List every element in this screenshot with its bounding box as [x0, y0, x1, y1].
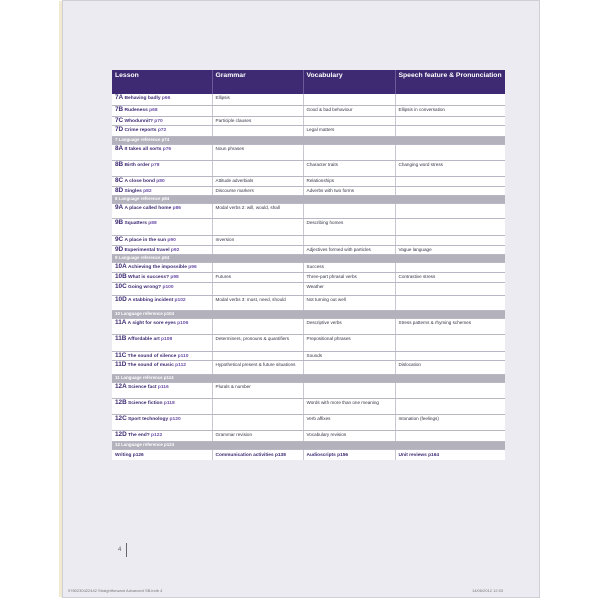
grammar-cell: Participle clauses [212, 116, 303, 126]
grammar-cell: Ellipsis [212, 94, 303, 105]
lesson-title: Sport technology [128, 417, 169, 423]
lesson-page: p122 [151, 433, 163, 439]
lesson-code: 7D [115, 126, 124, 134]
lesson-row [112, 351, 505, 361]
language-reference-label[interactable]: 10 Language reference p104 [112, 310, 505, 318]
grammar-cell: Hypothetical present & future situations [212, 361, 303, 375]
speech-cell: Contrastive stress [395, 273, 505, 283]
lesson-page: p68 [149, 107, 158, 113]
lesson-page: p78 [151, 163, 160, 169]
lesson-cell[interactable] [112, 204, 212, 219]
lesson-title: Birth order [124, 163, 150, 169]
lesson-cell[interactable] [112, 383, 212, 399]
speech-cell [395, 126, 505, 137]
lesson-code: 11C [115, 351, 127, 359]
vocabulary-cell: Adjectives formed with particles [303, 245, 395, 255]
lesson-cell[interactable] [112, 273, 212, 283]
language-reference-label[interactable]: 7 Language reference p74 [112, 137, 505, 145]
language-reference-row[interactable] [112, 137, 505, 145]
lesson-code: 11B [115, 334, 127, 342]
lesson-page: p106 [177, 320, 189, 326]
grammar-cell: Discourse markers [212, 186, 303, 196]
lesson-title: Squatters [124, 221, 148, 227]
vocabulary-cell: Three-part phrasal verbs [303, 273, 395, 283]
language-reference-label[interactable]: 8 Language reference p84 [112, 196, 505, 204]
vocabulary-cell: Success [303, 263, 395, 273]
vocabulary-cell: Sounds [303, 351, 395, 361]
speech-cell: Changing word stress [395, 161, 505, 177]
lesson-code: 12C [115, 415, 127, 423]
grammar-cell: Grammar revision [212, 431, 303, 442]
vocabulary-cell: Describing homes [303, 219, 395, 236]
lesson-cell[interactable] [112, 161, 212, 177]
lesson-cell[interactable] [112, 282, 212, 295]
lesson-code: 12A [115, 383, 127, 391]
speech-cell [395, 295, 505, 310]
lesson-cell[interactable] [112, 318, 212, 334]
lesson-code: 9B [115, 219, 124, 227]
language-reference-label[interactable]: 12 Language reference p124 [112, 442, 505, 450]
lesson-cell[interactable] [112, 295, 212, 310]
lesson-row [112, 415, 505, 431]
lesson-code: 10C [115, 282, 127, 290]
lesson-code: 9A [115, 204, 124, 212]
lesson-row [112, 145, 505, 161]
vocabulary-cell: Legal matters [303, 126, 395, 137]
speech-cell [395, 399, 505, 415]
speech-cell [395, 177, 505, 187]
grammar-cell [212, 282, 303, 295]
lesson-cell[interactable] [112, 263, 212, 273]
grammar-cell [212, 161, 303, 177]
footer-unit-reviews[interactable]: Unit reviews p164 [395, 450, 505, 460]
lesson-cell[interactable] [112, 236, 212, 246]
lesson-page: p110 [177, 353, 189, 359]
vocabulary-cell [303, 116, 395, 126]
lesson-row [112, 105, 505, 116]
lesson-cell[interactable] [112, 126, 212, 137]
footer-communication[interactable]: Communication activities p138 [212, 450, 303, 460]
speech-cell: Intonation (feelings) [395, 415, 505, 431]
lesson-code: 7A [115, 94, 124, 101]
print-slug-right: 14/06/2012 12:03 [472, 588, 504, 593]
lesson-code: 10A [115, 263, 127, 271]
print-slug-left: 9780230422442 Straightforward Advanced SB.indb 4 [68, 588, 163, 593]
lesson-cell[interactable] [112, 186, 212, 196]
lesson-title: A close bond [124, 179, 155, 185]
lesson-page: p82 [143, 188, 152, 194]
grammar-cell [212, 245, 303, 255]
lesson-title: What is success? [128, 275, 170, 281]
lesson-title: Affordable art [127, 336, 160, 342]
language-reference-label[interactable]: 9 Language reference p94 [112, 255, 505, 263]
speech-cell: Vague language [395, 245, 505, 255]
lesson-title: A sight for sore eyes [127, 320, 176, 326]
lesson-cell[interactable] [112, 351, 212, 361]
table-header-row [112, 70, 505, 94]
lesson-row [112, 383, 505, 399]
speech-cell: Dislocation [395, 361, 505, 375]
grammar-cell: Attitude adverbials [212, 177, 303, 187]
grammar-cell [212, 105, 303, 116]
lesson-cell[interactable] [112, 105, 212, 116]
language-reference-row[interactable] [112, 196, 505, 204]
lesson-cell[interactable] [112, 334, 212, 351]
lesson-row [112, 177, 505, 187]
vocabulary-cell: Not turning out well [303, 295, 395, 310]
lesson-page: p100 [162, 284, 174, 290]
lesson-title: Experimental travel [124, 247, 170, 253]
lesson-row [112, 161, 505, 177]
speech-cell [395, 219, 505, 236]
speech-cell: Stress patterns & rhyming schemes [395, 318, 505, 334]
lesson-cell[interactable] [112, 361, 212, 375]
lesson-title: Going wrong? [128, 284, 162, 290]
speech-cell [395, 263, 505, 273]
lesson-row [112, 219, 505, 236]
lesson-page: p92 [170, 247, 180, 253]
header-vocabulary: Vocabulary [303, 70, 395, 94]
grammar-cell: Modal verbs 3: must, need, should [212, 295, 303, 310]
lesson-row [112, 263, 505, 273]
lesson-page: p90 [167, 238, 176, 244]
grammar-cell [212, 219, 303, 236]
speech-cell [395, 186, 505, 196]
lesson-title: It takes all sorts [124, 147, 162, 153]
lesson-cell[interactable] [112, 245, 212, 255]
lesson-title: Whodunnit? [124, 118, 153, 124]
lesson-row [112, 318, 505, 334]
lesson-page: p86 [172, 206, 182, 212]
speech-cell [395, 145, 505, 161]
vocabulary-cell: Verb affixes [303, 415, 395, 431]
vocabulary-cell: Character traits [303, 161, 395, 177]
lesson-page: p88 [148, 221, 157, 227]
lesson-title: Science fact [128, 385, 157, 391]
speech-cell [395, 334, 505, 351]
grammar-cell [212, 126, 303, 137]
lesson-code: 7B [115, 105, 124, 113]
vocabulary-cell: Descriptive verbs [303, 318, 395, 334]
lesson-cell[interactable] [112, 431, 212, 442]
lesson-code: 8A [115, 145, 124, 153]
grammar-cell: Inversion [212, 236, 303, 246]
speech-cell [395, 431, 505, 442]
lesson-code: 10D [115, 295, 127, 303]
vocabulary-cell: Vocabulary revision [303, 431, 395, 442]
lesson-page: p112 [175, 363, 187, 369]
language-reference-row[interactable] [112, 255, 505, 263]
lesson-code: 11D [115, 361, 127, 369]
lesson-code: 9D [115, 245, 124, 253]
header-speech: Speech feature & Pronunciation [395, 70, 505, 94]
lesson-row [112, 399, 505, 415]
lesson-page: p80 [156, 179, 165, 185]
lesson-page: p120 [169, 417, 181, 423]
lesson-code: 10B [115, 273, 127, 281]
lesson-title: A place in the sun [124, 238, 167, 244]
lesson-row [112, 116, 505, 126]
lesson-page: p116 [157, 385, 169, 391]
lesson-page: p98 [170, 275, 179, 281]
vocabulary-cell: Relationships [303, 177, 395, 187]
language-reference-label[interactable]: 11 Language reference p114 [112, 375, 505, 383]
lesson-title: Crime reports [124, 128, 157, 134]
grammar-cell: Determiners, pronouns & quantifiers [212, 334, 303, 351]
lesson-row [112, 245, 505, 255]
grammar-cell [212, 399, 303, 415]
speech-cell [395, 236, 505, 246]
header-grammar: Grammar [212, 70, 303, 94]
vocabulary-cell: Weather [303, 282, 395, 295]
lesson-page: p66 [161, 96, 171, 101]
lesson-code: 11A [115, 318, 127, 326]
grammar-cell [212, 415, 303, 431]
lesson-title: The sound of silence [127, 353, 177, 359]
lesson-code: 12B [115, 399, 127, 407]
lesson-row [112, 431, 505, 442]
grammar-cell [212, 351, 303, 361]
lesson-row [112, 94, 505, 105]
grammar-cell: Noun phrases [212, 145, 303, 161]
grammar-cell [212, 263, 303, 273]
language-reference-row[interactable] [112, 375, 505, 383]
lesson-code: 8C [115, 177, 124, 185]
lesson-code: 8D [115, 186, 124, 194]
lesson-title: Singles [124, 188, 142, 194]
lesson-cell[interactable] [112, 116, 212, 126]
lesson-title: A stabbing incident [128, 297, 174, 303]
lesson-row [112, 204, 505, 219]
lesson-cell[interactable] [112, 145, 212, 161]
speech-cell [395, 116, 505, 126]
lesson-page: p96 [188, 265, 197, 271]
lesson-page: p108 [161, 336, 173, 342]
lesson-cell[interactable] [112, 177, 212, 187]
speech-cell [395, 282, 505, 295]
grammar-cell: Plurals & number [212, 383, 303, 399]
lesson-title: Achieving the impossible [128, 265, 187, 271]
vocabulary-cell [303, 236, 395, 246]
lesson-cell[interactable] [112, 415, 212, 431]
contents-page [112, 70, 505, 460]
lesson-row [112, 236, 505, 246]
lesson-row [112, 273, 505, 283]
lesson-title: The end? [128, 433, 150, 439]
page-number: 4 [118, 547, 122, 553]
lesson-title: The sound of music [127, 363, 174, 369]
lesson-row [112, 282, 505, 295]
lesson-row [112, 126, 505, 137]
lesson-cell[interactable] [112, 94, 212, 105]
grammar-cell: Futures [212, 273, 303, 283]
grammar-cell [212, 318, 303, 334]
vocabulary-cell [303, 145, 395, 161]
vocabulary-cell [303, 94, 395, 105]
lesson-title: Rudeness [124, 107, 148, 113]
lesson-page: p70 [154, 118, 163, 124]
grammar-cell: Modal verbs 2: will, would, shall [212, 204, 303, 219]
contents-table [112, 70, 505, 460]
lesson-code: 9C [115, 236, 124, 244]
footer-audioscripts[interactable]: Audioscripts p156 [303, 450, 395, 460]
lesson-title: A place called home [124, 206, 172, 212]
lesson-row [112, 186, 505, 196]
lesson-title: Behaving badly [124, 96, 161, 101]
lesson-cell[interactable] [112, 219, 212, 236]
header-lesson: Lesson [112, 70, 212, 94]
vocabulary-cell [303, 204, 395, 219]
vocabulary-cell: Words with more than one meaning [303, 399, 395, 415]
lesson-row [112, 295, 505, 310]
lesson-page: p72 [157, 128, 167, 134]
vocabulary-cell: Good & bad behaviour [303, 105, 395, 116]
footer-writing[interactable]: Writing p126 [112, 450, 212, 460]
footer-row [112, 450, 505, 460]
lesson-code: 12D [115, 431, 127, 439]
speech-cell [395, 94, 505, 105]
lesson-row [112, 334, 505, 351]
vocabulary-cell: Adverbs with two forms [303, 186, 395, 196]
lesson-cell[interactable] [112, 399, 212, 415]
speech-cell [395, 351, 505, 361]
speech-cell [395, 204, 505, 219]
vocabulary-cell [303, 361, 395, 375]
lesson-code: 7C [115, 116, 124, 124]
lesson-page: p118 [163, 401, 175, 407]
lesson-page: p76 [162, 147, 172, 153]
lesson-page: p102 [174, 297, 186, 303]
language-reference-row[interactable] [112, 442, 505, 450]
vocabulary-cell [303, 383, 395, 399]
speech-cell: Ellipsis in conversation [395, 105, 505, 116]
lesson-code: 8B [115, 161, 124, 169]
lesson-title: Science fiction [128, 401, 163, 407]
vocabulary-cell: Prepositional phrases [303, 334, 395, 351]
speech-cell [395, 383, 505, 399]
language-reference-row[interactable] [112, 310, 505, 318]
lesson-row [112, 361, 505, 375]
